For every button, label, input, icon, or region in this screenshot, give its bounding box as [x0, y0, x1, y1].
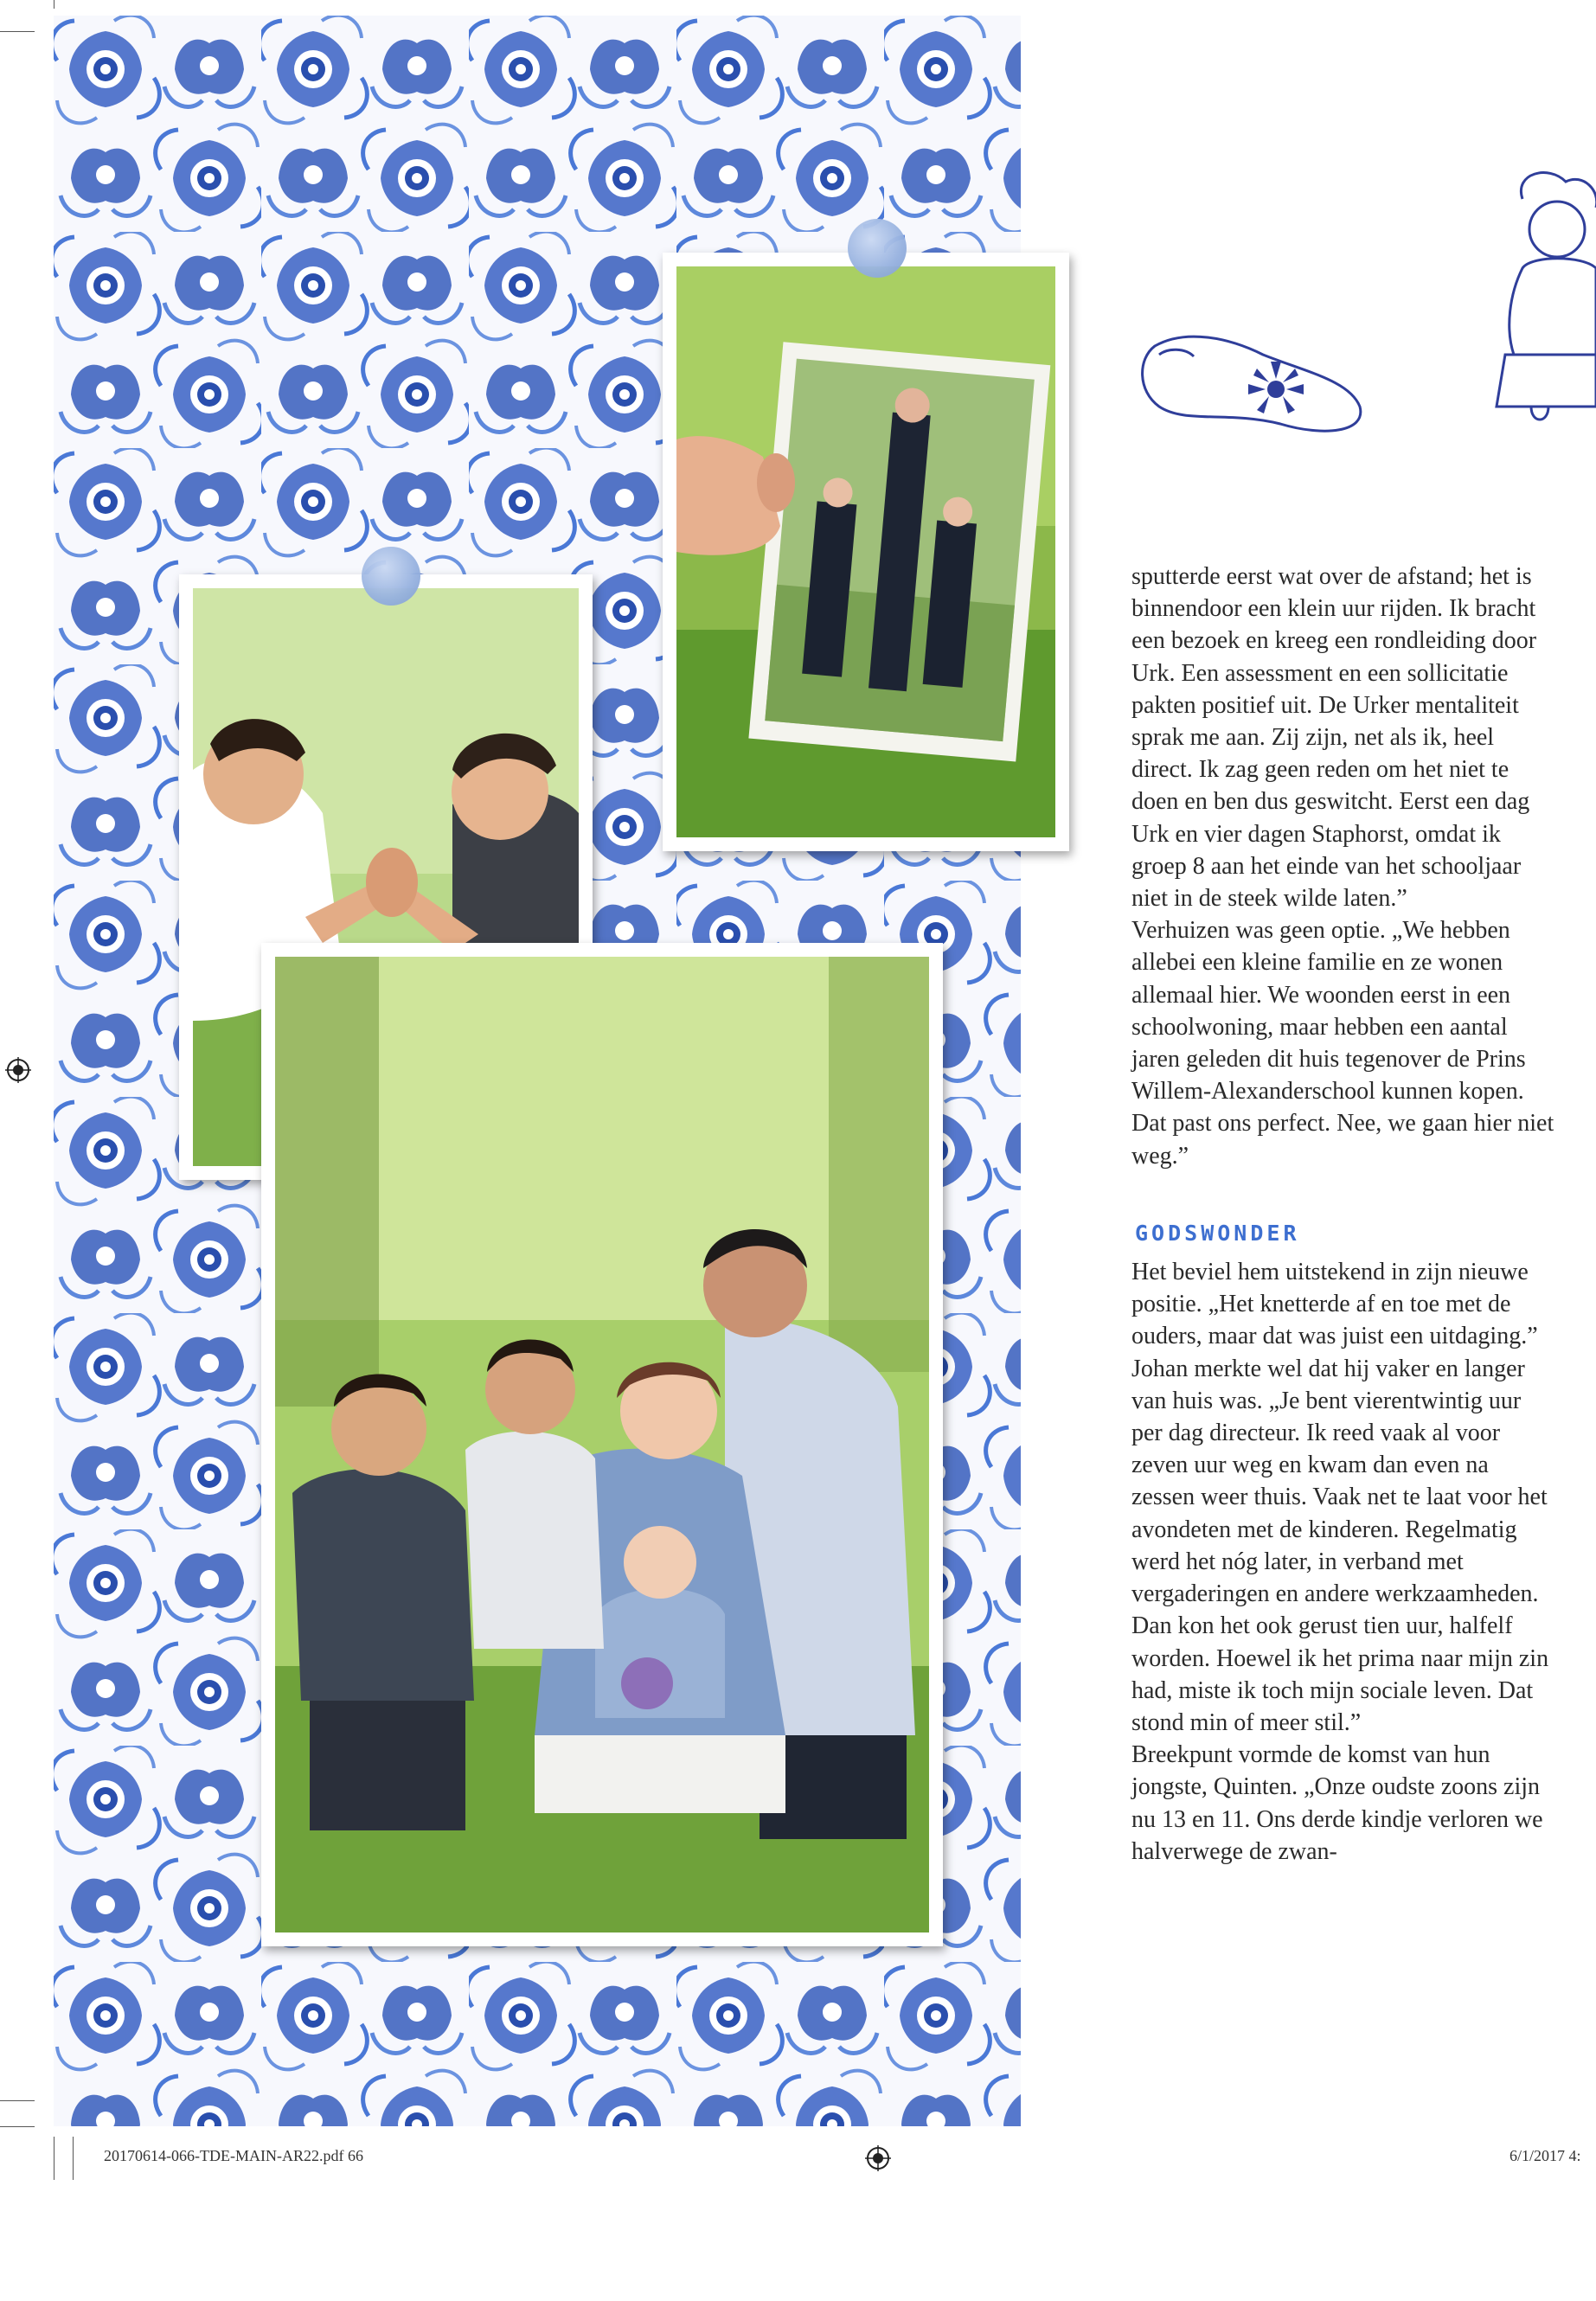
photo-family-portrait: [261, 943, 943, 1946]
wooden-shoe-icon: [1133, 294, 1384, 476]
article-paragraph: sputterde eerst wat over de afstand; het is binnendoor een klein uur rijden. Ik bracht een bezoek en kreeg een rondleiding door Urk. Een assessment en een sollicitatie pakten positief uit. De Urker mentaliteit sprak me aan. Zij zijn, net als ik, heel direct. Ik zag geen reden om het niet te doen en ben dus geswitcht. Eerst een dag Urk en vier dagen Staphorst, omdat ik groep 8 aan het einde van het schooljaar niet in de steek wilde laten.”: [1131, 563, 1537, 913]
section-heading: GODSWONDER: [1135, 1220, 1300, 1246]
registration-mark-icon: [865, 2145, 891, 2171]
pushpin-icon: [362, 547, 420, 606]
crop-mark: [0, 2100, 35, 2101]
crop-mark: [73, 2137, 74, 2180]
article-paragraph: Breekpunt vormde de komst van hun jongste, Quinten. „Onze oudste zoons zijn nu 13 en 11. Ons derde kindje verloren we halverwege de zwan-: [1131, 1741, 1543, 1865]
footer-file-slug: 20170614-066-TDE-MAIN-AR22.pdf 66: [104, 2147, 363, 2164]
dutch-girl-icon: [1471, 147, 1596, 450]
article-paragraph: Verhuizen was geen optie. „We hebben allebei een kleine familie en ze wonen allemaal hier. We woonden eerst in een schoolwoning, maar hebben een aantal jaren geleden dit huis tegenover de Prins Willem-Alexanderschool kunnen kopen. Dat past ons perfect. Nee, we gaan hier niet weg.”: [1131, 917, 1554, 1170]
crop-mark: [0, 31, 35, 32]
crop-mark: [0, 2126, 35, 2127]
registration-mark-icon: [5, 1057, 31, 1083]
article-column: [1131, 561, 1555, 1868]
pushpin-icon: [848, 219, 907, 278]
article-paragraph: Het beviel hem uitstekend in zijn nieuwe positie. „Het knetterde af en toe met de ouders, maar dat was juist een uitdaging.” Johan merkte wel dat hij vaker en langer van huis was. „Je bent vierentwintig uur per dag directeur. Ik reed vaak al voor zeven uur weg en kwam dan even na zessen weer thuis. Vaak net te laat voor het avondeten met de kinderen. Regelmatig werd het nóg later, in verband met vergaderingen en andere werkzaamheden. Dan kon het ook gerust tien uur, halfelf worden. Hoewel ik het prima naar mijn zin had, miste ik toch mijn sociale leven. Dat stond min of meer stil.”: [1131, 1259, 1549, 1736]
footer-date: 6/1/2017 4:: [1509, 2147, 1581, 2164]
photo-old-family-picture: [663, 253, 1069, 851]
